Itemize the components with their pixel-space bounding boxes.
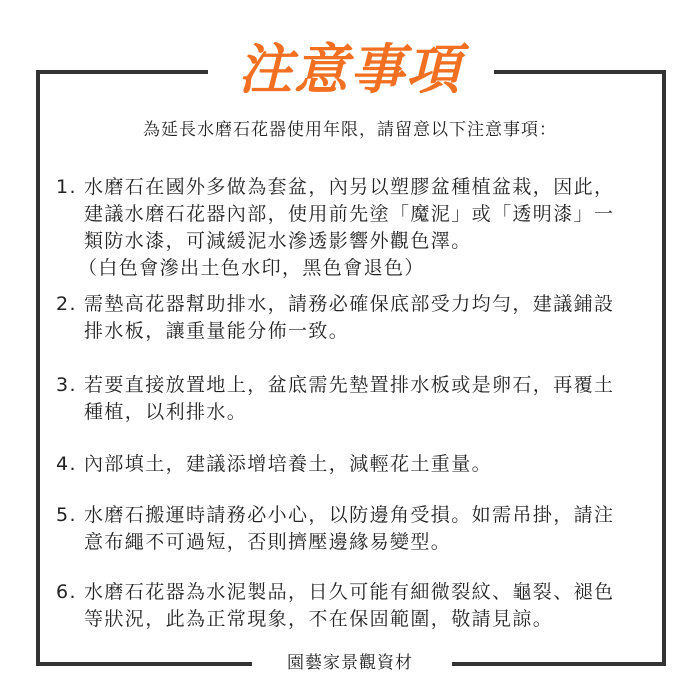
- notice-frame: [36, 70, 666, 666]
- item-line: 水磨石在國外多做為套盆，內另以塑膠盆種植盆栽，因此，: [84, 176, 615, 198]
- item-line: 種植，以利排水。: [84, 401, 248, 423]
- item-line: 內部填土，建議添增培養土，減輕花土重量。: [84, 453, 493, 475]
- footer-brand: 園藝家景觀資材: [287, 653, 413, 673]
- item-number: 6.: [56, 581, 77, 603]
- item-number: 3.: [56, 374, 77, 396]
- notice-item-2: [56, 291, 656, 345]
- item-line: （白色會滲出土色水印，黑色會退色）: [78, 257, 425, 279]
- item-line: 需墊高花器幫助排水，請務必確保底部受力均勻，建議鋪設: [84, 293, 615, 315]
- item-line: 若要直接放置地上，盆底需先墊置排水板或是卵石，再覆土: [84, 374, 615, 396]
- notice-item-4: [56, 451, 656, 478]
- notice-item-1: [56, 174, 656, 282]
- item-number: 4.: [56, 453, 77, 475]
- item-line: 等狀況，此為正常現象，不在保固範圍，敬請見諒。: [84, 608, 554, 630]
- item-line: 意布繩不可過短，否則擠壓邊緣易變型。: [84, 531, 452, 553]
- notice-item-6: [56, 579, 656, 633]
- item-line: 水磨石花器為水泥製品，日久可能有細微裂紋、龜裂、褪色: [84, 581, 615, 603]
- notice-item-3: [56, 372, 656, 426]
- item-line: 排水板，讓重量能分佈一致。: [84, 320, 350, 342]
- item-line: 建議水磨石花器內部，使用前先塗「魔泥」或「透明漆」一: [84, 203, 615, 225]
- item-number: 5.: [56, 504, 77, 526]
- notice-item-5: [56, 502, 656, 556]
- item-line: 類防水漆，可減緩泥水滲透影響外觀色澤。: [84, 230, 472, 252]
- item-number: 2.: [56, 293, 77, 315]
- item-line: 水磨石搬運時請務必小心，以防邊角受損。如需吊掛，請注: [84, 504, 615, 526]
- intro-text: 為延長水磨石花器使用年限，請留意以下注意事項：: [143, 120, 557, 140]
- notice-title: 注意事項: [238, 38, 462, 101]
- item-number: 1.: [56, 176, 77, 198]
